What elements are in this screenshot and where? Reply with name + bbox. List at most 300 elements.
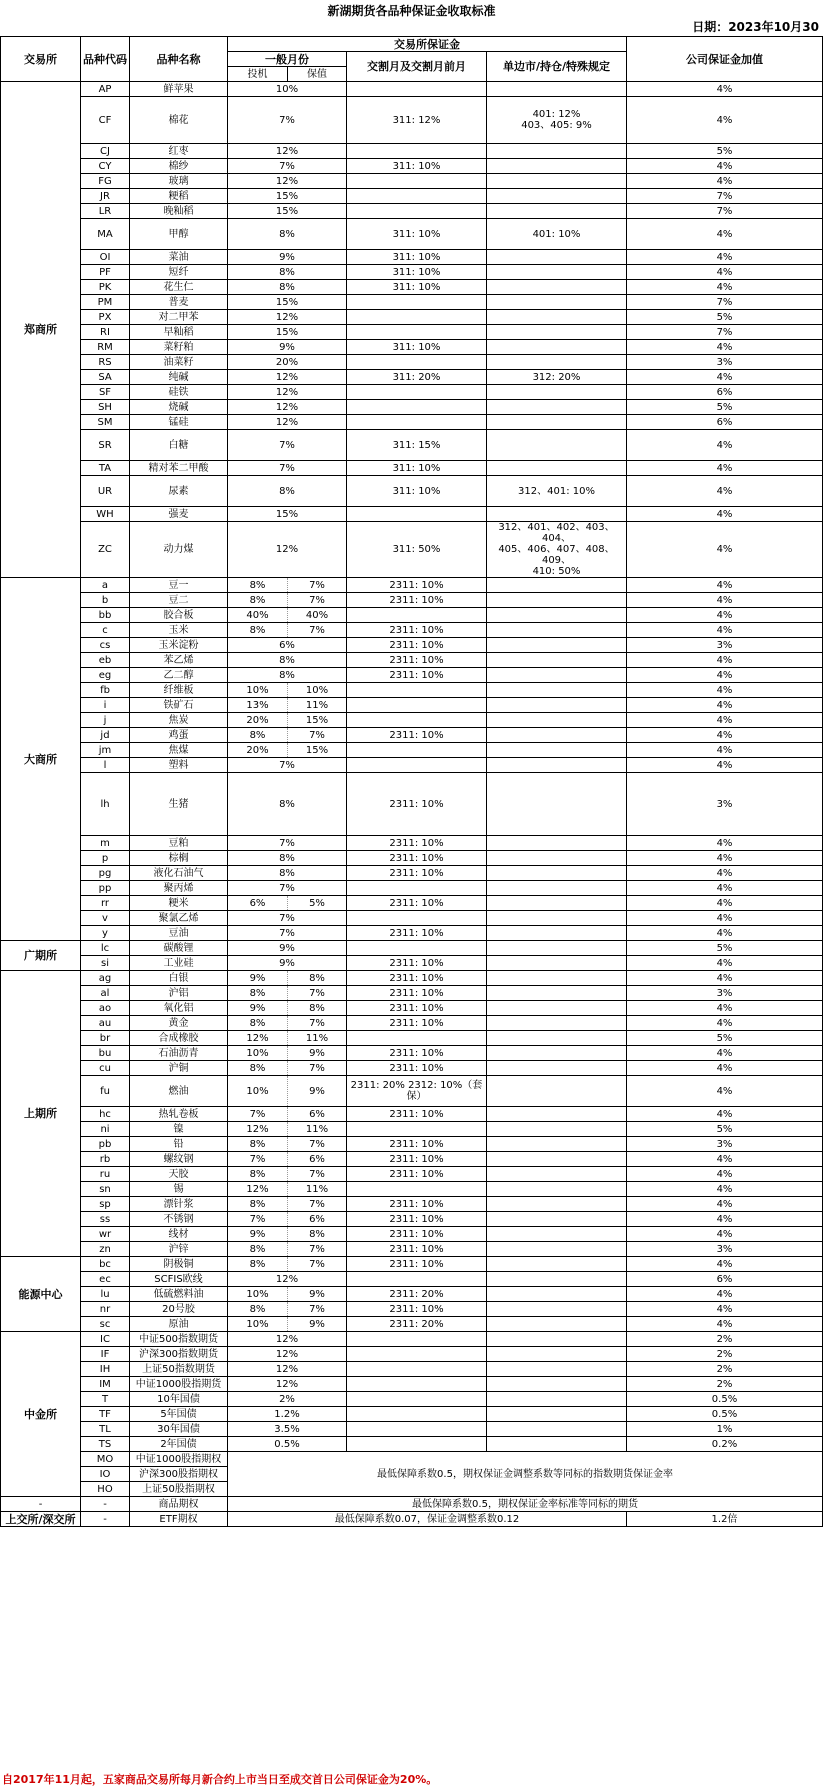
general-margin: 0.5% — [228, 1437, 347, 1452]
company-add: 4% — [627, 1001, 823, 1016]
company-add: 5% — [627, 310, 823, 325]
delivery-margin: 2311: 10% — [347, 593, 487, 608]
table-row — [1, 1137, 823, 1152]
spec-margin: 8% — [228, 986, 288, 1001]
product-name: 天胶 — [130, 1167, 228, 1182]
delivery-margin: 2311: 10% — [347, 578, 487, 593]
table-row — [1, 1242, 823, 1257]
table-row — [1, 578, 823, 593]
exchange-name: 能源中心 — [1, 1257, 81, 1332]
table-row — [1, 881, 823, 896]
spec-margin: 12% — [228, 1182, 288, 1197]
product-code: SM — [81, 415, 130, 430]
delivery-margin — [347, 400, 487, 415]
unilateral-margin — [487, 881, 627, 896]
general-margin: 12% — [228, 1332, 347, 1347]
delivery-margin — [347, 1122, 487, 1137]
unilateral-margin — [487, 1407, 627, 1422]
delivery-margin — [347, 713, 487, 728]
hedge-margin: 7% — [288, 1167, 347, 1182]
table-row — [1, 926, 823, 941]
company-add: 7% — [627, 189, 823, 204]
table-row — [1, 219, 823, 250]
product-code: TF — [81, 1407, 130, 1422]
general-margin: 2% — [228, 1392, 347, 1407]
table-row — [1, 638, 823, 653]
product-code: WH — [81, 507, 130, 522]
table-row — [1, 82, 823, 97]
product-name: 中证1000股指期货 — [130, 1377, 228, 1392]
product-name: 棉花 — [130, 97, 228, 144]
delivery-margin: 311: 12% — [347, 97, 487, 144]
table-row — [1, 280, 823, 295]
product-code: - — [81, 1512, 130, 1527]
table-row — [1, 743, 823, 758]
exchange-name: - — [1, 1497, 81, 1512]
delivery-margin: 2311: 10% — [347, 1152, 487, 1167]
spec-margin: 9% — [228, 1001, 288, 1016]
general-margin: 8% — [228, 219, 347, 250]
product-name: 合成橡胶 — [130, 1031, 228, 1046]
product-code: i — [81, 698, 130, 713]
company-add: 4% — [627, 881, 823, 896]
product-code: PM — [81, 295, 130, 310]
product-name: 鲜苹果 — [130, 82, 228, 97]
delivery-margin: 2311: 10% — [347, 986, 487, 1001]
company-add: 6% — [627, 385, 823, 400]
unilateral-margin — [487, 773, 627, 836]
table-row — [1, 941, 823, 956]
general-margin: 20% — [228, 355, 347, 370]
general-margin: 7% — [228, 881, 347, 896]
product-code: eb — [81, 653, 130, 668]
company-add: 5% — [627, 1122, 823, 1137]
unilateral-margin — [487, 578, 627, 593]
unilateral-margin — [487, 189, 627, 204]
hedge-margin: 7% — [288, 728, 347, 743]
unilateral-margin — [487, 851, 627, 866]
delivery-margin: 2311: 10% — [347, 896, 487, 911]
delivery-margin: 2311: 10% — [347, 926, 487, 941]
header-delivery: 交割月及交割月前月 — [347, 52, 487, 82]
unilateral-margin — [487, 1332, 627, 1347]
general-margin: 12% — [228, 522, 347, 578]
delivery-margin: 311: 10% — [347, 476, 487, 507]
spec-margin: 12% — [228, 1031, 288, 1046]
product-name: 聚氯乙烯 — [130, 911, 228, 926]
hedge-margin: 40% — [288, 608, 347, 623]
delivery-margin: 311: 10% — [347, 340, 487, 355]
header-code: 品种代码 — [81, 37, 130, 82]
product-code: T — [81, 1392, 130, 1407]
table-row — [1, 851, 823, 866]
company-add: 3% — [627, 1137, 823, 1152]
product-code: cs — [81, 638, 130, 653]
product-name: 聚丙烯 — [130, 881, 228, 896]
unilateral-margin — [487, 400, 627, 415]
delivery-margin — [347, 1407, 487, 1422]
unilateral-margin — [487, 1227, 627, 1242]
table-row — [1, 653, 823, 668]
general-margin: 12% — [228, 1347, 347, 1362]
product-code: p — [81, 851, 130, 866]
table-row — [1, 1107, 823, 1122]
unilateral-margin — [487, 1242, 627, 1257]
company-add: 4% — [627, 836, 823, 851]
general-margin: 7% — [228, 926, 347, 941]
product-code: IM — [81, 1377, 130, 1392]
product-code: PK — [81, 280, 130, 295]
company-add: 3% — [627, 986, 823, 1001]
product-code: ag — [81, 971, 130, 986]
product-code: pg — [81, 866, 130, 881]
company-add: 4% — [627, 1197, 823, 1212]
product-code: IO — [81, 1467, 130, 1482]
company-add: 2% — [627, 1377, 823, 1392]
table-row — [1, 355, 823, 370]
table-row — [1, 295, 823, 310]
unilateral-margin — [487, 144, 627, 159]
unilateral-margin — [487, 280, 627, 295]
unilateral-margin — [487, 174, 627, 189]
unilateral-margin: 312、401: 10% — [487, 476, 627, 507]
table-row — [1, 325, 823, 340]
company-add: 4% — [627, 174, 823, 189]
delivery-margin: 2311: 10% — [347, 956, 487, 971]
product-name: 尿素 — [130, 476, 228, 507]
product-name: 碳酸锂 — [130, 941, 228, 956]
company-add: 4% — [627, 866, 823, 881]
table-row — [1, 159, 823, 174]
product-code: lh — [81, 773, 130, 836]
delivery-margin — [347, 385, 487, 400]
spec-margin: 8% — [228, 623, 288, 638]
table-row — [1, 668, 823, 683]
delivery-margin — [347, 310, 487, 325]
table-row — [1, 476, 823, 507]
product-code: AP — [81, 82, 130, 97]
product-code: b — [81, 593, 130, 608]
product-code: SF — [81, 385, 130, 400]
product-code: bc — [81, 1257, 130, 1272]
delivery-margin: 311: 10% — [347, 219, 487, 250]
product-code: zn — [81, 1242, 130, 1257]
product-code: PF — [81, 265, 130, 280]
spec-margin: 7% — [228, 1152, 288, 1167]
table-row — [1, 430, 823, 461]
company-add: 4% — [627, 507, 823, 522]
unilateral-margin: 312: 20% — [487, 370, 627, 385]
table-row — [1, 1272, 823, 1287]
general-margin: 7% — [228, 430, 347, 461]
company-add: 4% — [627, 758, 823, 773]
delivery-margin: 2311: 10% — [347, 668, 487, 683]
product-name: 液化石油气 — [130, 866, 228, 881]
table-row — [1, 911, 823, 926]
general-margin: 12% — [228, 400, 347, 415]
table-row — [1, 1362, 823, 1377]
unilateral-margin — [487, 1061, 627, 1076]
spec-margin: 10% — [228, 1076, 288, 1107]
hedge-margin: 15% — [288, 743, 347, 758]
product-code: FG — [81, 174, 130, 189]
unilateral-margin — [487, 668, 627, 683]
product-code: MA — [81, 219, 130, 250]
product-name: 动力煤 — [130, 522, 228, 578]
company-add: 3% — [627, 638, 823, 653]
hedge-margin: 9% — [288, 1317, 347, 1332]
product-name: 粳米 — [130, 896, 228, 911]
product-name: 早籼稻 — [130, 325, 228, 340]
product-name: 苯乙烯 — [130, 653, 228, 668]
general-margin: 8% — [228, 773, 347, 836]
product-name: 商品期权 — [130, 1497, 228, 1512]
product-name: 沪铜 — [130, 1061, 228, 1076]
delivery-margin — [347, 204, 487, 219]
spec-margin: 8% — [228, 1302, 288, 1317]
company-add: 1% — [627, 1422, 823, 1437]
delivery-margin: 311: 10% — [347, 280, 487, 295]
unilateral-margin: 312、401、402、403、404、 405、406、407、408、409、 410: 50% — [487, 522, 627, 578]
general-margin: 15% — [228, 507, 347, 522]
hedge-margin: 9% — [288, 1076, 347, 1107]
header-general-month: 一般月份 — [228, 52, 347, 67]
delivery-margin: 2311: 10% — [347, 1107, 487, 1122]
hedge-margin: 7% — [288, 1242, 347, 1257]
product-name: 镍 — [130, 1122, 228, 1137]
table-row — [1, 593, 823, 608]
delivery-margin — [347, 507, 487, 522]
product-code: rb — [81, 1152, 130, 1167]
exchange-name: 上交所/深交所 — [1, 1512, 81, 1527]
company-add: 4% — [627, 1182, 823, 1197]
product-code: RM — [81, 340, 130, 355]
table-row — [1, 956, 823, 971]
product-code: fu — [81, 1076, 130, 1107]
product-code: fb — [81, 683, 130, 698]
product-code: - — [81, 1497, 130, 1512]
company-add: 4% — [627, 370, 823, 385]
product-code: au — [81, 1016, 130, 1031]
delivery-margin: 2311: 10% — [347, 1212, 487, 1227]
unilateral-margin — [487, 1031, 627, 1046]
spec-margin: 8% — [228, 593, 288, 608]
product-code: l — [81, 758, 130, 773]
product-name: 工业硅 — [130, 956, 228, 971]
unilateral-margin — [487, 1152, 627, 1167]
company-add: 4% — [627, 1287, 823, 1302]
table-row — [1, 1407, 823, 1422]
unilateral-margin — [487, 1347, 627, 1362]
exchange-name: 大商所 — [1, 578, 81, 941]
table-row — [1, 1437, 823, 1452]
company-add: 4% — [627, 250, 823, 265]
company-add: 4% — [627, 97, 823, 144]
product-code: CY — [81, 159, 130, 174]
product-name: 玉米淀粉 — [130, 638, 228, 653]
hedge-margin: 9% — [288, 1287, 347, 1302]
delivery-margin — [347, 1272, 487, 1287]
table-row — [1, 340, 823, 355]
unilateral-margin — [487, 683, 627, 698]
product-code: IH — [81, 1362, 130, 1377]
table-row — [1, 1332, 823, 1347]
product-name: 锰硅 — [130, 415, 228, 430]
table-row — [1, 986, 823, 1001]
table-row — [1, 971, 823, 986]
hedge-margin: 11% — [288, 1031, 347, 1046]
product-code: CF — [81, 97, 130, 144]
delivery-margin: 311: 10% — [347, 265, 487, 280]
spec-margin: 8% — [228, 1167, 288, 1182]
general-margin: 12% — [228, 310, 347, 325]
unilateral-margin — [487, 1437, 627, 1452]
margin-table — [0, 36, 823, 1527]
unilateral-margin — [487, 1257, 627, 1272]
product-name: 沪铝 — [130, 986, 228, 1001]
commodity-option-note: 最低保障系数0.5，期权保证金率标准等同标的期货 — [228, 1497, 823, 1512]
unilateral-margin — [487, 1182, 627, 1197]
general-margin: 12% — [228, 385, 347, 400]
product-name: 热轧卷板 — [130, 1107, 228, 1122]
delivery-margin: 2311: 10% — [347, 1227, 487, 1242]
spec-margin: 7% — [228, 1212, 288, 1227]
general-margin: 15% — [228, 325, 347, 340]
delivery-margin — [347, 1392, 487, 1407]
company-add: 2% — [627, 1332, 823, 1347]
hedge-margin: 11% — [288, 1122, 347, 1137]
footnote: 自2017年11月起，五家商品交易所每月新合约上市当日至成交首日公司保证金为20%。 — [2, 1773, 438, 1786]
header-exchange-margin: 交易所保证金 — [228, 37, 627, 52]
delivery-margin: 2311: 10% — [347, 1257, 487, 1272]
general-margin: 10% — [228, 82, 347, 97]
product-code: al — [81, 986, 130, 1001]
company-add: 4% — [627, 668, 823, 683]
company-add: 4% — [627, 82, 823, 97]
product-name: 菜油 — [130, 250, 228, 265]
spec-margin: 20% — [228, 713, 288, 728]
product-code: MO — [81, 1452, 130, 1467]
table-row — [1, 1497, 823, 1512]
general-margin: 12% — [228, 370, 347, 385]
unilateral-margin — [487, 1362, 627, 1377]
table-row — [1, 204, 823, 219]
table-row — [1, 1061, 823, 1076]
table-row — [1, 1031, 823, 1046]
hedge-margin: 11% — [288, 698, 347, 713]
general-margin: 12% — [228, 144, 347, 159]
product-code: hc — [81, 1107, 130, 1122]
delivery-margin: 311: 15% — [347, 430, 487, 461]
table-row — [1, 728, 823, 743]
company-add: 5% — [627, 144, 823, 159]
delivery-margin — [347, 683, 487, 698]
general-margin: 8% — [228, 653, 347, 668]
delivery-margin — [347, 1377, 487, 1392]
exchange-name: 中金所 — [1, 1332, 81, 1497]
company-add: 4% — [627, 743, 823, 758]
spec-margin: 13% — [228, 698, 288, 713]
table-row — [1, 683, 823, 698]
company-add: 0.5% — [627, 1392, 823, 1407]
general-margin: 12% — [228, 1272, 347, 1287]
product-name: 2年国债 — [130, 1437, 228, 1452]
spec-margin: 8% — [228, 728, 288, 743]
spec-margin: 10% — [228, 1046, 288, 1061]
unilateral-margin — [487, 265, 627, 280]
spec-margin: 9% — [228, 971, 288, 986]
unilateral-margin — [487, 1046, 627, 1061]
product-name: 玉米 — [130, 623, 228, 638]
unilateral-margin — [487, 1302, 627, 1317]
unilateral-margin — [487, 355, 627, 370]
table-row — [1, 1122, 823, 1137]
product-name: 不锈钢 — [130, 1212, 228, 1227]
company-add: 4% — [627, 728, 823, 743]
product-name: 中证1000股指期权 — [130, 1452, 228, 1467]
unilateral-margin: 401: 12% 403、405: 9% — [487, 97, 627, 144]
company-add: 3% — [627, 355, 823, 370]
product-name: 豆二 — [130, 593, 228, 608]
table-row — [1, 522, 823, 578]
delivery-margin — [347, 881, 487, 896]
company-add: 4% — [627, 683, 823, 698]
product-name: 菜籽粕 — [130, 340, 228, 355]
general-margin: 9% — [228, 956, 347, 971]
delivery-margin — [347, 911, 487, 926]
product-name: 铅 — [130, 1137, 228, 1152]
product-code: lu — [81, 1287, 130, 1302]
product-code: HO — [81, 1482, 130, 1497]
product-name: 胶合板 — [130, 608, 228, 623]
product-name: 沪锌 — [130, 1242, 228, 1257]
product-name: 硅铁 — [130, 385, 228, 400]
spec-margin: 8% — [228, 1137, 288, 1152]
company-add: 4% — [627, 578, 823, 593]
product-code: CJ — [81, 144, 130, 159]
product-code: IC — [81, 1332, 130, 1347]
delivery-margin — [347, 325, 487, 340]
unilateral-margin: 401: 10% — [487, 219, 627, 250]
header-spec: 投机 — [228, 67, 288, 82]
general-margin: 6% — [228, 638, 347, 653]
product-code: SA — [81, 370, 130, 385]
spec-margin: 10% — [228, 1317, 288, 1332]
delivery-margin: 2311: 10% — [347, 851, 487, 866]
product-name: 氧化铝 — [130, 1001, 228, 1016]
table-row — [1, 385, 823, 400]
product-code: j — [81, 713, 130, 728]
hedge-margin: 7% — [288, 1302, 347, 1317]
spec-margin: 8% — [228, 1016, 288, 1031]
delivery-margin — [347, 1347, 487, 1362]
delivery-margin: 2311: 10% — [347, 1242, 487, 1257]
company-add: 0.5% — [627, 1407, 823, 1422]
table-row — [1, 1392, 823, 1407]
product-code: nr — [81, 1302, 130, 1317]
product-code: br — [81, 1031, 130, 1046]
product-code: IF — [81, 1347, 130, 1362]
delivery-margin: 311: 10% — [347, 250, 487, 265]
hedge-margin: 8% — [288, 1001, 347, 1016]
spec-margin: 8% — [228, 1242, 288, 1257]
product-name: 20号胶 — [130, 1302, 228, 1317]
product-code: si — [81, 956, 130, 971]
unilateral-margin — [487, 1392, 627, 1407]
table-row — [1, 1347, 823, 1362]
product-code: ru — [81, 1167, 130, 1182]
general-margin: 8% — [228, 265, 347, 280]
